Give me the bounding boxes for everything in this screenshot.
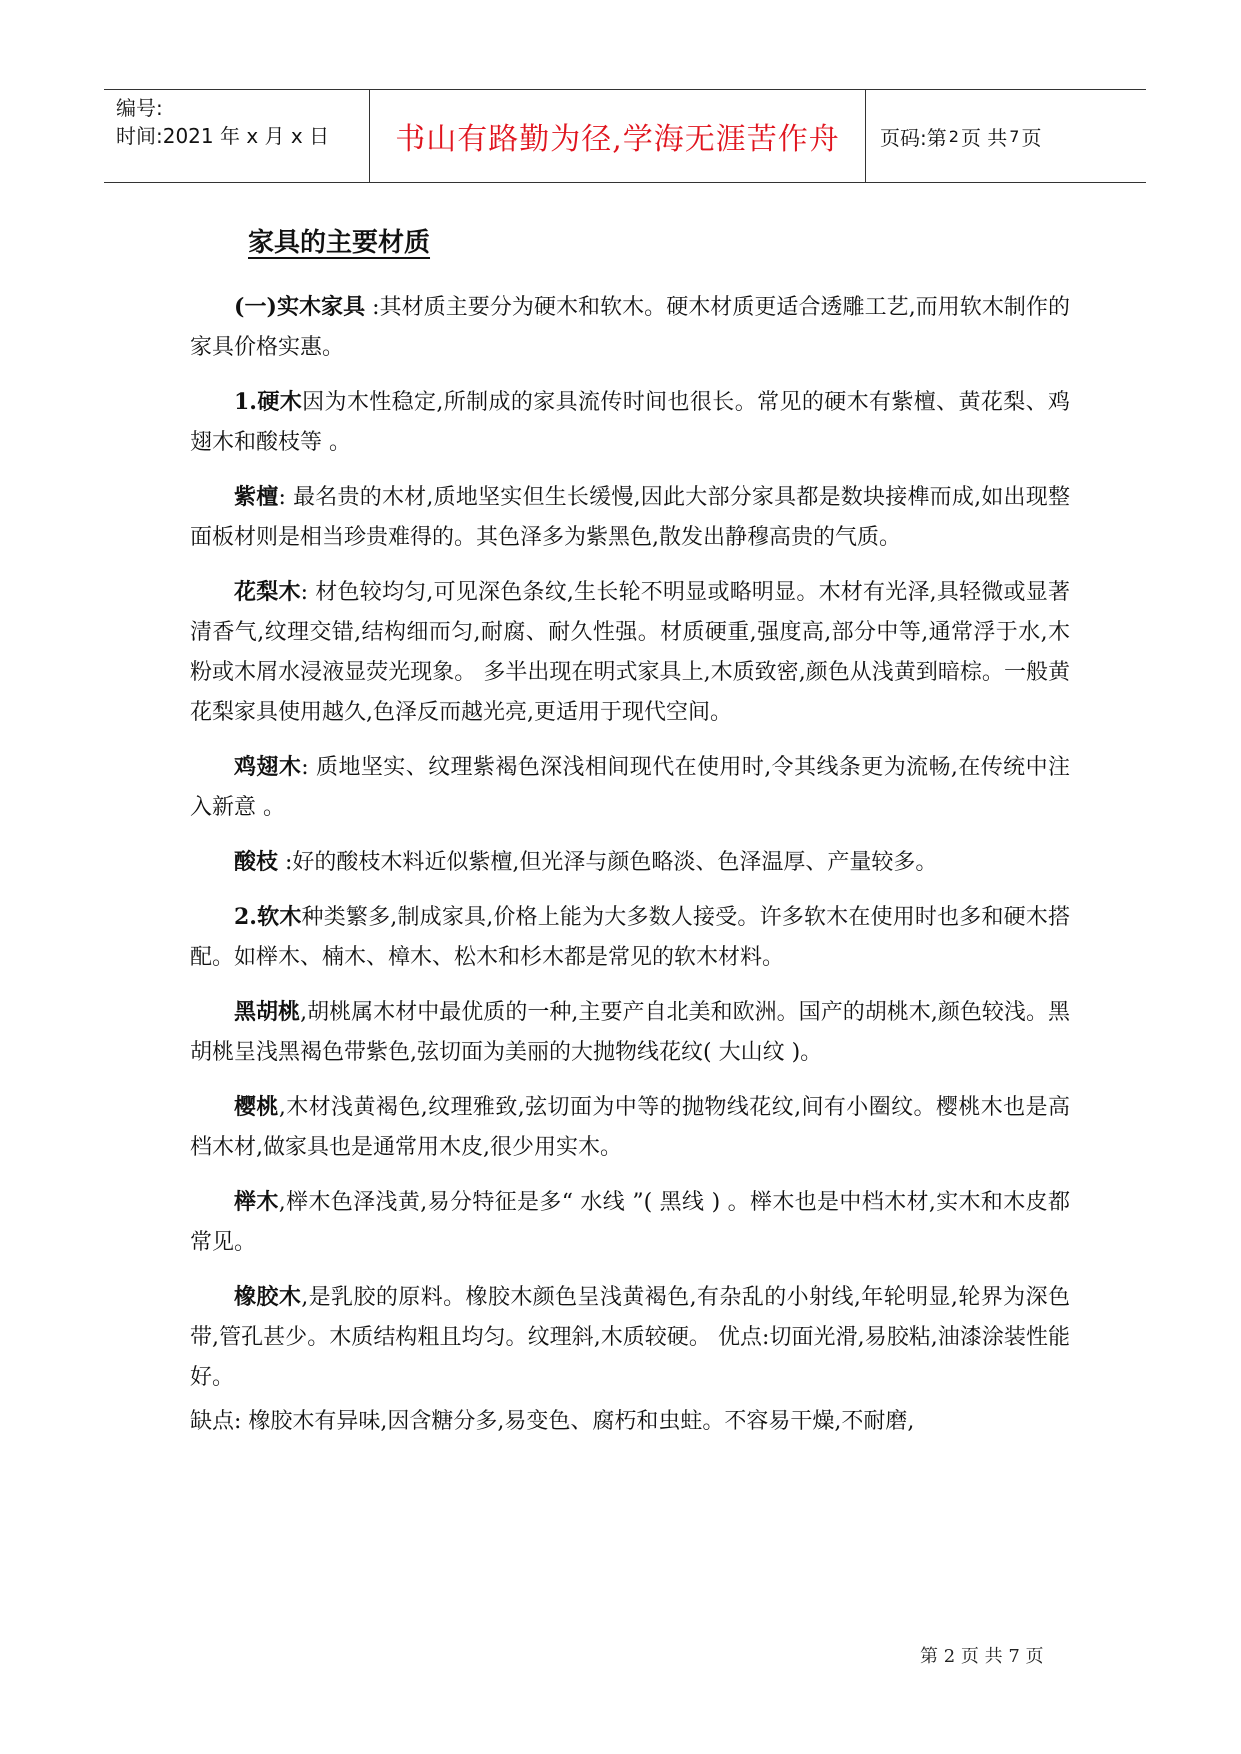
paragraph-text: : 质地坚实、纹理紫褐色深浅相间现代在使用时,令其线条更为流畅,在传统中注入新意 。 — [190, 755, 1070, 820]
header-motto-cell — [369, 90, 866, 182]
page-label-mid: 页 共 — [960, 125, 1008, 150]
page-footer: 第 2 页 共 7 页 — [920, 1646, 1044, 1667]
paragraph-text: ,榉木色泽浅黄,易分特征是多“ 水线 ”( 黑线 ) 。榉木也是中档木材,实木和木皮都常见。 — [190, 1190, 1070, 1255]
paragraph-last-line: 缺点: 橡胶木有异味,因含糖分多,易变色、腐朽和虫蛀。不容易干燥,不耐磨, — [190, 1409, 915, 1434]
document-title: 家具的主要材质 — [248, 228, 431, 258]
paragraph-text: ,胡桃属木材中最优质的一种,主要产自北美和欧洲。国产的胡桃木,颜色较浅。黑胡桃呈浅黑褐色带紫色,弦切面为美丽的大抛物线花纹( 大山纹 )。 — [190, 1000, 1070, 1065]
paragraph-text: :其材质主要分为硬木和软木。硬木材质更适合透雕工艺,而用软木制作的家具价格实惠。 — [190, 295, 1070, 360]
paragraph — [190, 287, 1070, 368]
number-label: 编号: — [116, 96, 163, 120]
paragraph-text: : 材色较均匀,可见深色条纹,生长轮不明显或略明显。木材有光泽,具轻微或显著清香气,纹理交错,结构细而匀,耐腐、耐久性强。材质硬重,强度高,部分中等,通常浮于水,木粉或木屑水浸液显荧光现象。 多半出现在明式家具上,木质致密,颜色从浅黄到暗棕。一般黄花梨家具使用越久,色泽反而越光亮,更适用于现代空间。 — [190, 580, 1070, 725]
page-total: 7 — [1009, 126, 1020, 146]
paragraph — [190, 842, 1070, 883]
paragraph-heading: 樱桃 — [234, 1094, 279, 1120]
paragraph-heading: 橡胶木 — [234, 1284, 302, 1310]
paragraph-text: 因为木性稳定,所制成的家具流传时间也很长。常见的硬木有紫檀、黄花梨、鸡翅木和酸枝等 。 — [190, 390, 1070, 455]
paragraph-text: ,是乳胶的原料。橡胶木颜色呈浅黄褐色,有杂乱的小射线,年轮明显,轮界为深色带,管孔甚少。木质结构粗且均匀。纹理斜,木质较硬。 优点:切面光滑,易胶粘,油漆涂装性能好。 — [190, 1285, 1070, 1390]
paragraph-heading: 酸枝 — [234, 849, 279, 875]
paragraph — [190, 572, 1070, 733]
paragraph — [190, 1087, 1070, 1168]
header-left-cell — [104, 90, 369, 182]
header-table — [104, 89, 1146, 183]
header-page-cell — [866, 90, 1146, 182]
paragraph-text: ,木材浅黄褐色,纹理雅致,弦切面为中等的抛物线花纹,间有小圈纹。樱桃木也是高档木材,做家具也是通常用木皮,很少用实木。 — [190, 1095, 1070, 1160]
paragraph-heading: 紫檀 — [234, 484, 279, 510]
paragraph-heading: 鸡翅木 — [234, 754, 302, 780]
time-label: 时间:2021 年 x 月 x 日 — [116, 124, 330, 148]
page-label-suffix: 页 — [1021, 125, 1042, 150]
paragraph — [190, 1182, 1070, 1263]
paragraph — [190, 992, 1070, 1073]
paragraph — [190, 477, 1070, 558]
paragraph-heading: 花梨木 — [234, 579, 301, 605]
page-label-prefix: 页码:第 — [880, 125, 947, 150]
paragraph-text: 种类繁多,制成家具,价格上能为大多数人接受。许多软木在使用时也多和硬木搭配。如榉木、楠木、樟木、松木和杉木都是常见的软木材料。 — [190, 905, 1070, 970]
document-body — [190, 222, 1070, 1456]
paragraph — [190, 1277, 1070, 1398]
paragraph-heading: 榉木 — [234, 1189, 279, 1215]
paragraph-heading: 黑胡桃 — [234, 999, 301, 1025]
paragraph-text: :好的酸枝木料近似紫檀,但光泽与颜色略淡、色泽温厚、产量较多。 — [278, 850, 938, 875]
paragraph — [190, 747, 1070, 828]
paragraph-text: : 最名贵的木材,质地坚实但生长缓慢,因此大部分家具都是数块接榫而成,如出现整面板材则是相当珍贵难得的。其色泽多为紫黑色,散发出静穆高贵的气质。 — [190, 485, 1070, 550]
motto-text: 书山有路勤为径,学海无涯苦作舟 — [395, 122, 840, 157]
page-current: 2 — [948, 126, 959, 146]
paragraph-heading: 2.软木 — [234, 904, 302, 930]
paragraph — [190, 897, 1070, 978]
paragraph — [190, 382, 1070, 463]
paragraph-heading: (一)实木家具 — [234, 294, 366, 320]
paragraph-heading: 1.硬木 — [234, 389, 303, 415]
